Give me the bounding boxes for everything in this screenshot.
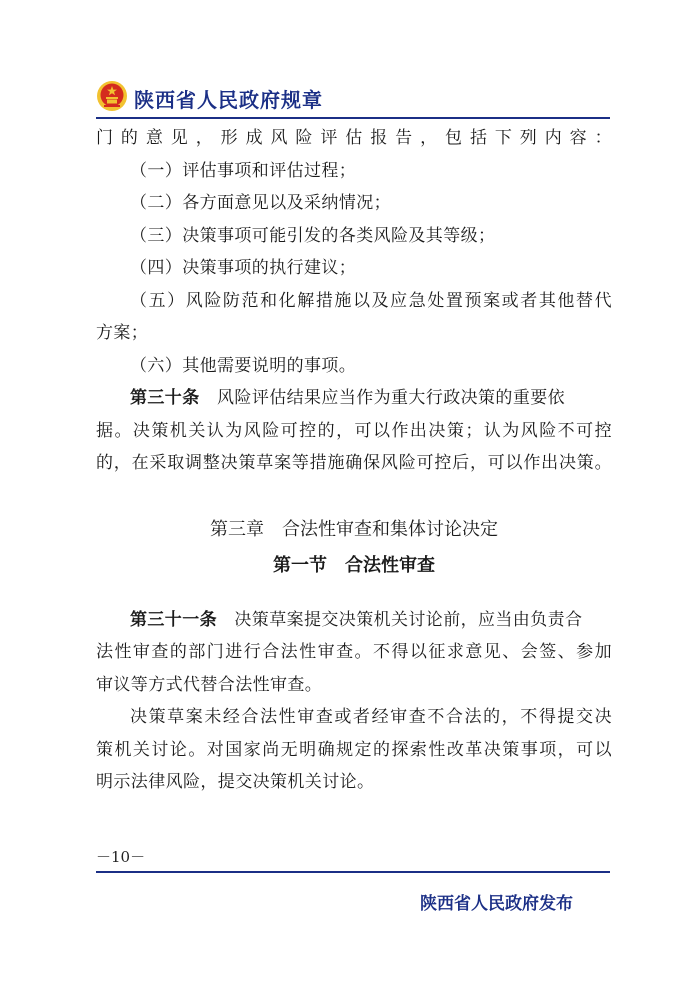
footer-publisher: 陕西省人民政府发布 bbox=[420, 894, 573, 914]
list-item: （二）各方面意见以及采纳情况； bbox=[130, 193, 391, 213]
list-item: （一）评估事项和评估过程； bbox=[130, 160, 357, 181]
text-line: 明示法律风险，提交决策机关讨论。 bbox=[96, 772, 375, 792]
document-body bbox=[96, 122, 612, 799]
text-line: 法性审查的部门进行合法性审查。不得以征求意见、会签、参加 bbox=[96, 642, 612, 662]
article-30-text: 风险评估结果应当作为重大行政决策的重要依 bbox=[217, 388, 566, 408]
section-heading: 第一节 合法性审查 bbox=[273, 554, 435, 576]
page-number: －10－ bbox=[96, 848, 146, 866]
list-item: （三）决策事项可能引发的各类风险及其等级； bbox=[130, 225, 496, 246]
text-line: 方案； bbox=[96, 323, 149, 343]
text-line: 门的意见，形成风险评估报告，包括下列内容： bbox=[96, 128, 612, 148]
footer-divider bbox=[96, 871, 610, 873]
list-item: （五）风险防范和化解措施以及应急处置预案或者其他替代 bbox=[130, 290, 612, 311]
text-line: 据。决策机关认为风险可控的，可以作出决策；认为风险不可控 bbox=[96, 420, 612, 441]
page-header bbox=[96, 78, 610, 116]
article-31 bbox=[96, 604, 612, 637]
list-item: （四）决策事项的执行建议； bbox=[130, 258, 357, 278]
chapter-heading: 第三章 合法性审查和集体讨论决定 bbox=[210, 518, 498, 540]
article-31-label: 第三十一条 bbox=[130, 609, 217, 630]
national-emblem-icon bbox=[96, 80, 128, 112]
article-30 bbox=[96, 382, 612, 415]
list-item: （六）其他需要说明的事项。 bbox=[130, 355, 357, 376]
header-divider bbox=[96, 117, 610, 119]
text-line: 审议等方式代替合法性审查。 bbox=[96, 674, 323, 695]
text-line: 决策草案未经合法性审查或者经审查不合法的，不得提交决 bbox=[130, 707, 612, 727]
article-30-label: 第三十条 bbox=[130, 388, 200, 408]
article-31-text: 决策草案提交决策机关讨论前，应当由负责合 bbox=[234, 609, 583, 630]
text-line: 的，在采取调整决策草案等措施确保风险可控后，可以作出决策。 bbox=[96, 453, 612, 473]
text-line: 策机关讨论。对国家尚无明确规定的探索性改革决策事项，可以 bbox=[96, 739, 612, 760]
header-title: 陕西省人民政府规章 bbox=[134, 88, 323, 112]
